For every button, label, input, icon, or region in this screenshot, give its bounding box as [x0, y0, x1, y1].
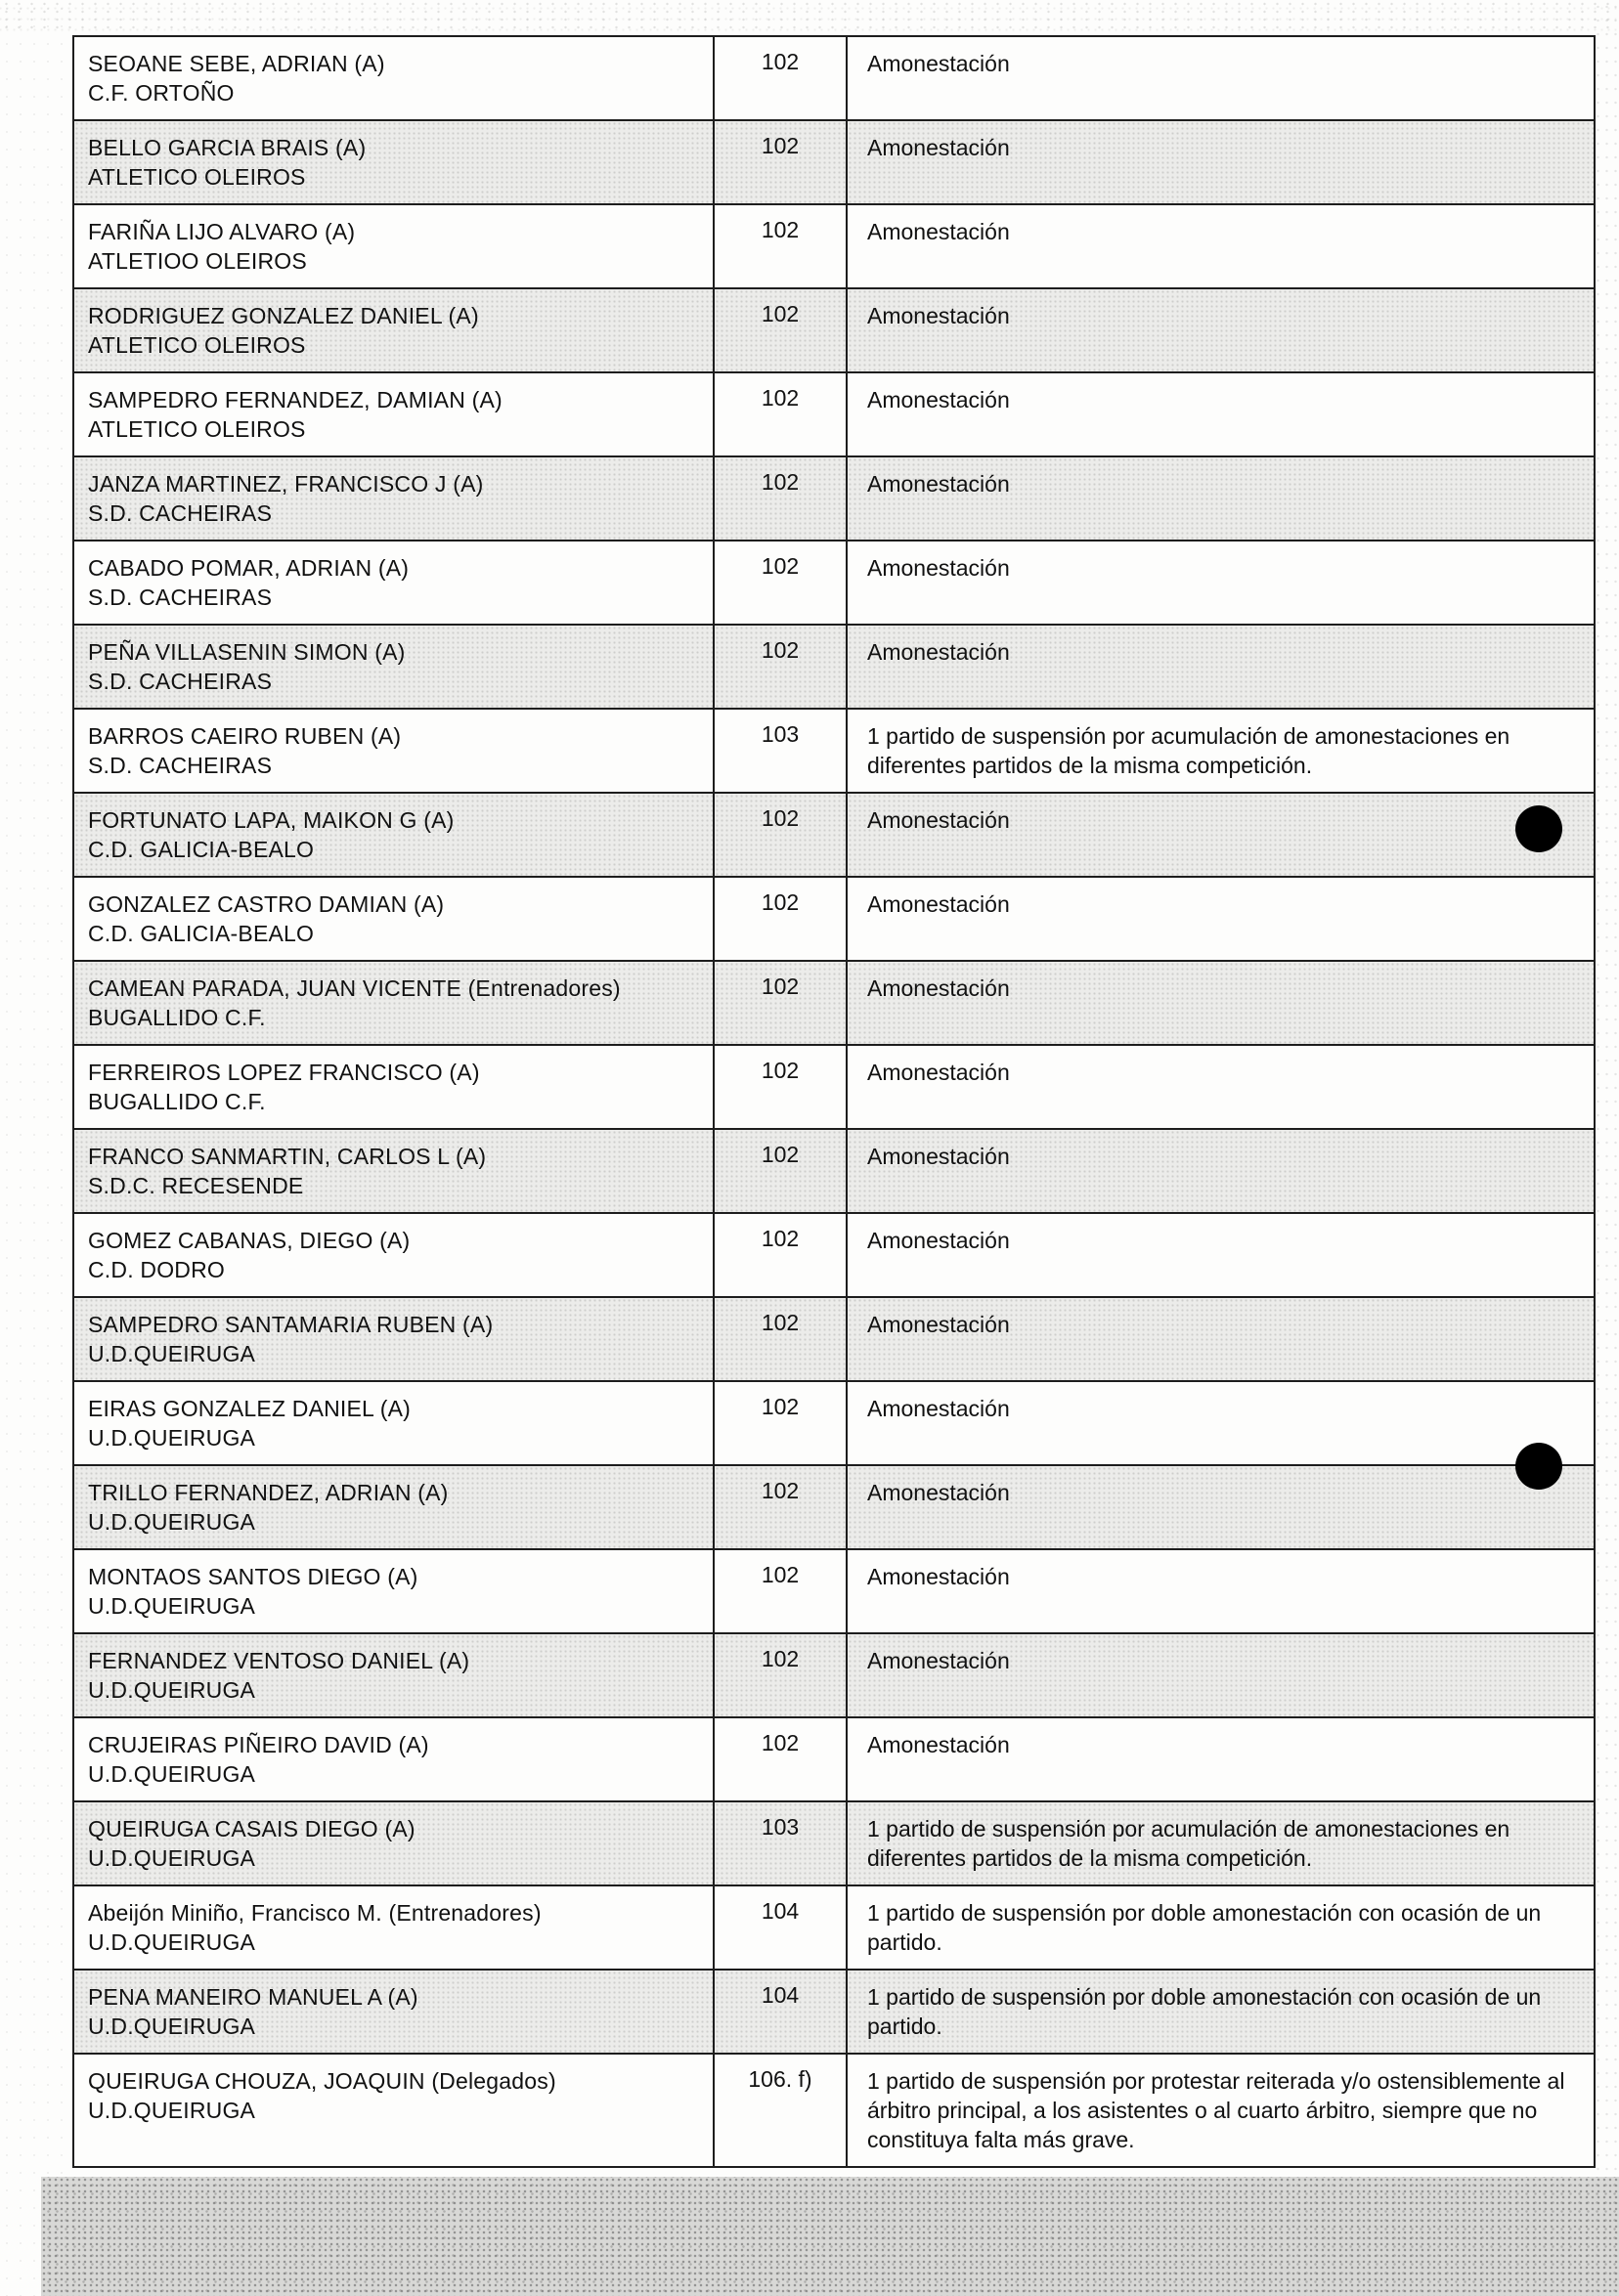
table-row	[73, 1381, 1595, 1465]
sanction-text: Amonestación	[867, 387, 1010, 412]
club-name: U.D.QUEIRUGA	[88, 1509, 256, 1535]
sanction-cell	[847, 456, 1595, 541]
sanction-cell	[847, 2054, 1595, 2167]
sanction-text: Amonestación	[867, 1648, 1010, 1673]
sanction-text: Amonestación	[867, 1060, 1010, 1085]
club-name: U.D.QUEIRUGA	[88, 1677, 256, 1703]
sanction-text: Amonestación	[867, 1228, 1010, 1253]
sanction-text: 1 partido de suspensión por acumulación de amonestaciones en diferentes partidos de la misma competición.	[867, 723, 1510, 778]
sanction-text: Amonestación	[867, 471, 1010, 497]
sanction-cell	[847, 1381, 1595, 1465]
sanction-cell	[847, 372, 1595, 456]
name-cell	[73, 1381, 714, 1465]
sanction-cell	[847, 1213, 1595, 1297]
sanction-cell	[847, 1465, 1595, 1549]
article-number: 102	[714, 1717, 847, 1801]
sanction-cell	[847, 961, 1595, 1045]
table-row	[73, 1549, 1595, 1633]
name-cell	[73, 877, 714, 961]
table-row	[73, 120, 1595, 204]
club-name: U.D.QUEIRUGA	[88, 1761, 256, 1787]
name-cell	[73, 1633, 714, 1717]
person-name: FORTUNATO LAPA, MAIKON G (A)	[88, 807, 455, 833]
article-number: 104	[714, 1885, 847, 1970]
person-name: SAMPEDRO FERNANDEZ, DAMIAN (A)	[88, 387, 503, 412]
person-name: CAMEAN PARADA, JUAN VICENTE (Entrenadores)	[88, 975, 621, 1001]
sanction-text: Amonestación	[867, 1144, 1010, 1169]
name-cell	[73, 1213, 714, 1297]
person-name: PEÑA VILLASENIN SIMON (A)	[88, 639, 406, 665]
person-name: BARROS CAEIRO RUBEN (A)	[88, 723, 402, 749]
article-number: 102	[714, 1549, 847, 1633]
person-name: JANZA MARTINEZ, FRANCISCO J (A)	[88, 471, 484, 497]
table-row	[73, 1213, 1595, 1297]
sanction-text: 1 partido de suspensión por doble amonestación con ocasión de un partido.	[867, 1900, 1542, 1955]
sanction-text: 1 partido de suspensión por doble amonestación con ocasión de un partido.	[867, 1984, 1542, 2039]
article-number: 102	[714, 1213, 847, 1297]
name-cell	[73, 1549, 714, 1633]
name-cell	[73, 1045, 714, 1129]
person-name: MONTAOS SANTOS DIEGO (A)	[88, 1564, 418, 1589]
scan-noise-top	[0, 0, 1619, 33]
table-row	[73, 709, 1595, 793]
article-number: 102	[714, 793, 847, 877]
table-row	[73, 1465, 1595, 1549]
table-row	[73, 877, 1595, 961]
person-name: BELLO GARCIA BRAIS (A)	[88, 135, 367, 160]
article-number: 102	[714, 120, 847, 204]
table-row	[73, 961, 1595, 1045]
article-number: 104	[714, 1970, 847, 2054]
table-row	[73, 1045, 1595, 1129]
sanction-text: Amonestación	[867, 219, 1010, 244]
person-name: FERNANDEZ VENTOSO DANIEL (A)	[88, 1648, 470, 1673]
article-number: 102	[714, 1633, 847, 1717]
sanction-cell	[847, 204, 1595, 288]
name-cell	[73, 793, 714, 877]
scan-noise-left	[0, 0, 68, 2296]
article-number: 102	[714, 1129, 847, 1213]
name-cell	[73, 372, 714, 456]
name-cell	[73, 456, 714, 541]
article-number: 102	[714, 1045, 847, 1129]
sanction-text: 1 partido de suspensión por acumulación de amonestaciones en diferentes partidos de la misma competición.	[867, 1816, 1510, 1871]
sanction-cell	[847, 1297, 1595, 1381]
sanction-cell	[847, 793, 1595, 877]
table-row	[73, 36, 1595, 120]
table-row	[73, 372, 1595, 456]
club-name: ATLETICO OLEIROS	[88, 416, 306, 442]
club-name: U.D.QUEIRUGA	[88, 1341, 256, 1366]
sanction-text: Amonestación	[867, 555, 1010, 581]
article-number: 102	[714, 204, 847, 288]
name-cell	[73, 1970, 714, 2054]
sanction-cell	[847, 1970, 1595, 2054]
name-cell	[73, 120, 714, 204]
sanction-cell	[847, 120, 1595, 204]
table-row	[73, 2054, 1595, 2167]
club-name: U.D.QUEIRUGA	[88, 1929, 256, 1955]
name-cell	[73, 541, 714, 625]
name-cell	[73, 1297, 714, 1381]
sanction-text: Amonestación	[867, 303, 1010, 328]
article-number: 106. f)	[714, 2054, 847, 2167]
club-name: S.D. CACHEIRAS	[88, 500, 273, 526]
person-name: GOMEZ CABANAS, DIEGO (A)	[88, 1228, 411, 1253]
person-name: QUEIRUGA CHOUZA, JOAQUIN (Delegados)	[88, 2068, 556, 2094]
table-row	[73, 793, 1595, 877]
person-name: TRILLO FERNANDEZ, ADRIAN (A)	[88, 1480, 449, 1505]
article-number: 102	[714, 1465, 847, 1549]
sanction-cell	[847, 625, 1595, 709]
table-row	[73, 456, 1595, 541]
scan-artifact-dot	[1515, 1443, 1562, 1490]
sanction-cell	[847, 1885, 1595, 1970]
article-number: 102	[714, 961, 847, 1045]
person-name: Abeijón Miniño, Francisco M. (Entrenadores)	[88, 1900, 542, 1926]
table-row	[73, 1970, 1595, 2054]
sanction-cell	[847, 288, 1595, 372]
sanction-cell	[847, 541, 1595, 625]
table-row	[73, 1129, 1595, 1213]
club-name: U.D.QUEIRUGA	[88, 2014, 256, 2039]
club-name: C.D. GALICIA-BEALO	[88, 837, 315, 862]
table-row	[73, 1801, 1595, 1885]
person-name: QUEIRUGA CASAIS DIEGO (A)	[88, 1816, 416, 1841]
club-name: S.D. CACHEIRAS	[88, 585, 273, 610]
sanction-cell	[847, 709, 1595, 793]
club-name: BUGALLIDO C.F.	[88, 1089, 266, 1114]
person-name: SAMPEDRO SANTAMARIA RUBEN (A)	[88, 1312, 494, 1337]
club-name: S.D. CACHEIRAS	[88, 669, 273, 694]
sanction-cell	[847, 1045, 1595, 1129]
club-name: U.D.QUEIRUGA	[88, 1593, 256, 1619]
club-name: U.D.QUEIRUGA	[88, 1845, 256, 1871]
sanction-text: Amonestación	[867, 1312, 1010, 1337]
sanction-text: Amonestación	[867, 135, 1010, 160]
sanction-text: Amonestación	[867, 1564, 1010, 1589]
article-number: 102	[714, 1381, 847, 1465]
sanction-cell	[847, 1801, 1595, 1885]
sanction-cell	[847, 877, 1595, 961]
club-name: ATLETICO OLEIROS	[88, 164, 306, 190]
sanction-text: Amonestación	[867, 891, 1010, 917]
person-name: FERREIROS LOPEZ FRANCISCO (A)	[88, 1060, 480, 1085]
name-cell	[73, 36, 714, 120]
article-number: 102	[714, 541, 847, 625]
name-cell	[73, 709, 714, 793]
sanction-text: Amonestación	[867, 639, 1010, 665]
table-row	[73, 1717, 1595, 1801]
sanction-cell	[847, 1717, 1595, 1801]
article-number: 102	[714, 1297, 847, 1381]
club-name: ATLETIOO OLEIROS	[88, 248, 307, 274]
club-name: S.D. CACHEIRAS	[88, 753, 273, 778]
name-cell	[73, 1129, 714, 1213]
person-name: FRANCO SANMARTIN, CARLOS L (A)	[88, 1144, 487, 1169]
table-row	[73, 1885, 1595, 1970]
table-row	[73, 1297, 1595, 1381]
sanction-text: Amonestación	[867, 1480, 1010, 1505]
club-name: C.F. ORTOÑO	[88, 80, 235, 106]
name-cell	[73, 204, 714, 288]
sanction-text: Amonestación	[867, 975, 1010, 1001]
article-number: 102	[714, 372, 847, 456]
sanction-text: 1 partido de suspensión por protestar reiterada y/o ostensiblemente al árbitro principal, a los asistentes o al cuarto árbitro, siempre que no constituya falta más grave.	[867, 2068, 1565, 2152]
table-row	[73, 541, 1595, 625]
article-number: 102	[714, 456, 847, 541]
sanction-text: Amonestación	[867, 807, 1010, 833]
name-cell	[73, 1801, 714, 1885]
name-cell	[73, 1465, 714, 1549]
club-name: C.D. GALICIA-BEALO	[88, 921, 315, 946]
scan-noise-right	[1594, 0, 1619, 2296]
table-row	[73, 1633, 1595, 1717]
person-name: RODRIGUEZ GONZALEZ DANIEL (A)	[88, 303, 479, 328]
table-row	[73, 204, 1595, 288]
name-cell	[73, 961, 714, 1045]
table-row	[73, 288, 1595, 372]
article-number: 102	[714, 877, 847, 961]
club-name: C.D. DODRO	[88, 1257, 225, 1282]
sanctions-table	[72, 35, 1596, 2168]
person-name: SEOANE SEBE, ADRIAN (A)	[88, 51, 385, 76]
name-cell	[73, 1885, 714, 1970]
name-cell	[73, 2054, 714, 2167]
article-number: 102	[714, 625, 847, 709]
club-name: ATLETICO OLEIROS	[88, 332, 306, 358]
name-cell	[73, 625, 714, 709]
club-name: U.D.QUEIRUGA	[88, 2098, 256, 2123]
article-number: 103	[714, 1801, 847, 1885]
sanction-cell	[847, 36, 1595, 120]
table-row	[73, 625, 1595, 709]
sanction-cell	[847, 1549, 1595, 1633]
person-name: PENA MANEIRO MANUEL A (A)	[88, 1984, 418, 2010]
sanctions-table-body	[73, 36, 1595, 2167]
person-name: CRUJEIRAS PIÑEIRO DAVID (A)	[88, 1732, 429, 1757]
sanction-text: Amonestación	[867, 1732, 1010, 1757]
sanction-text: Amonestación	[867, 1396, 1010, 1421]
club-name: U.D.QUEIRUGA	[88, 1425, 256, 1451]
scan-noise-bottom	[41, 2177, 1619, 2296]
sanction-cell	[847, 1129, 1595, 1213]
name-cell	[73, 288, 714, 372]
club-name: BUGALLIDO C.F.	[88, 1005, 266, 1030]
person-name: EIRAS GONZALEZ DANIEL (A)	[88, 1396, 412, 1421]
scan-artifact-dot	[1515, 805, 1562, 852]
article-number: 102	[714, 288, 847, 372]
club-name: S.D.C. RECESENDE	[88, 1173, 304, 1198]
name-cell	[73, 1717, 714, 1801]
person-name: GONZALEZ CASTRO DAMIAN (A)	[88, 891, 445, 917]
sanction-cell	[847, 1633, 1595, 1717]
article-number: 102	[714, 36, 847, 120]
person-name: CABADO POMAR, ADRIAN (A)	[88, 555, 410, 581]
sanction-text: Amonestación	[867, 51, 1010, 76]
person-name: FARIÑA LIJO ALVARO (A)	[88, 219, 356, 244]
article-number: 103	[714, 709, 847, 793]
